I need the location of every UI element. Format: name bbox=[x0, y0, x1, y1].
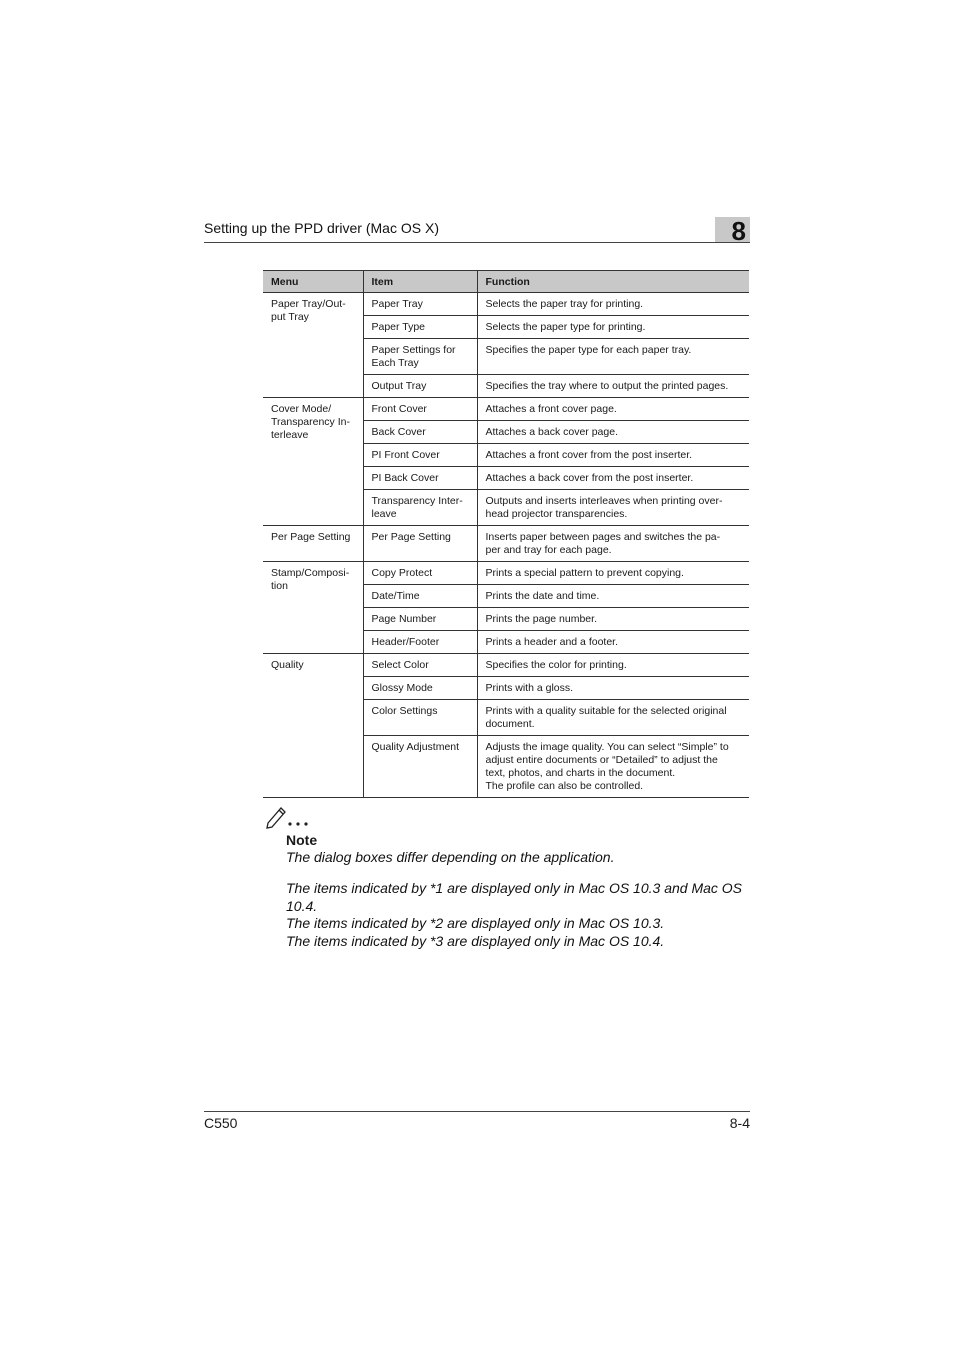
function-cell: Prints the page number. bbox=[477, 608, 749, 631]
item-cell: Transparency Inter- leave bbox=[363, 490, 477, 526]
function-cell: Attaches a back cover page. bbox=[477, 421, 749, 444]
item-cell: Quality Adjustment bbox=[363, 736, 477, 798]
pencil-icon bbox=[264, 803, 312, 829]
table-row bbox=[263, 654, 749, 677]
function-cell: Prints a header and a footer. bbox=[477, 631, 749, 654]
column-header-function: Function bbox=[477, 271, 749, 293]
item-cell: Front Cover bbox=[363, 398, 477, 421]
note-line: The items indicated by *2 are displayed only in Mac OS 10.3. bbox=[286, 915, 665, 931]
table-row bbox=[263, 293, 749, 316]
function-cell: Outputs and inserts interleaves when printing over- head projector transparencies. bbox=[477, 490, 749, 526]
item-cell: Copy Protect bbox=[363, 562, 477, 585]
item-cell: Output Tray bbox=[363, 375, 477, 398]
item-cell: Date/Time bbox=[363, 585, 477, 608]
table-row bbox=[263, 526, 749, 562]
function-cell: Selects the paper tray for printing. bbox=[477, 293, 749, 316]
function-cell: Attaches a front cover page. bbox=[477, 398, 749, 421]
chapter-tab bbox=[715, 216, 750, 246]
function-cell: Specifies the tray where to output the printed pages. bbox=[477, 375, 749, 398]
footer-model: C550 bbox=[204, 1115, 238, 1131]
item-cell: Paper Type bbox=[363, 316, 477, 339]
item-cell: Page Number bbox=[363, 608, 477, 631]
item-cell: Color Settings bbox=[363, 700, 477, 736]
function-cell: Prints the date and time. bbox=[477, 585, 749, 608]
settings-table bbox=[263, 270, 749, 798]
function-cell: Attaches a back cover from the post inserter. bbox=[477, 467, 749, 490]
function-cell: Prints with a gloss. bbox=[477, 677, 749, 700]
table-body bbox=[263, 293, 749, 798]
item-cell: Paper Tray bbox=[363, 293, 477, 316]
table-row bbox=[263, 562, 749, 585]
column-header-menu: Menu bbox=[263, 271, 363, 293]
function-cell: Specifies the paper type for each paper tray. bbox=[477, 339, 749, 375]
item-cell: PI Front Cover bbox=[363, 444, 477, 467]
item-cell: Back Cover bbox=[363, 421, 477, 444]
note-line: The items indicated by *3 are displayed only in Mac OS 10.4. bbox=[286, 933, 665, 949]
item-cell: Per Page Setting bbox=[363, 526, 477, 562]
item-cell: Paper Settings for Each Tray bbox=[363, 339, 477, 375]
menu-cell: Cover Mode/ Transparency In- terleave bbox=[263, 398, 363, 526]
menu-cell: Stamp/Composi- tion bbox=[263, 562, 363, 654]
item-cell: Header/Footer bbox=[363, 631, 477, 654]
note-line: The items indicated by *1 are displayed only in Mac OS 10.3 and Mac OS 10.4. bbox=[286, 880, 743, 914]
footer-divider bbox=[204, 1111, 750, 1112]
function-cell: Prints a special pattern to prevent copying. bbox=[477, 562, 749, 585]
function-cell: Prints with a quality suitable for the selected original document. bbox=[477, 700, 749, 736]
function-cell: Adjusts the image quality. You can select “Simple” to adjust entire documents or “Detailed” to adjust the text, photos, and charts in the document. The profile can also be controlled. bbox=[477, 736, 749, 798]
function-cell: Attaches a front cover from the post inserter. bbox=[477, 444, 749, 467]
running-header-title: Setting up the PPD driver (Mac OS X) bbox=[204, 220, 439, 236]
header-divider bbox=[204, 242, 750, 243]
item-cell: Glossy Mode bbox=[363, 677, 477, 700]
function-cell: Selects the paper type for printing. bbox=[477, 316, 749, 339]
table-header-row bbox=[263, 271, 749, 293]
footer-page-number: 8-4 bbox=[729, 1115, 750, 1131]
menu-cell: Per Page Setting bbox=[263, 526, 363, 562]
function-cell: Inserts paper between pages and switches the pa- per and tray for each page. bbox=[477, 526, 749, 562]
table-row bbox=[263, 398, 749, 421]
function-cell: Specifies the color for printing. bbox=[477, 654, 749, 677]
menu-cell: Paper Tray/Out- put Tray bbox=[263, 293, 363, 398]
item-cell: Select Color bbox=[363, 654, 477, 677]
menu-cell: Quality bbox=[263, 654, 363, 798]
note-line: The dialog boxes differ depending on the application. bbox=[286, 849, 615, 865]
chapter-number: 8 bbox=[731, 216, 746, 246]
item-cell: PI Back Cover bbox=[363, 467, 477, 490]
column-header-item: Item bbox=[363, 271, 477, 293]
note-label: Note bbox=[286, 832, 318, 848]
